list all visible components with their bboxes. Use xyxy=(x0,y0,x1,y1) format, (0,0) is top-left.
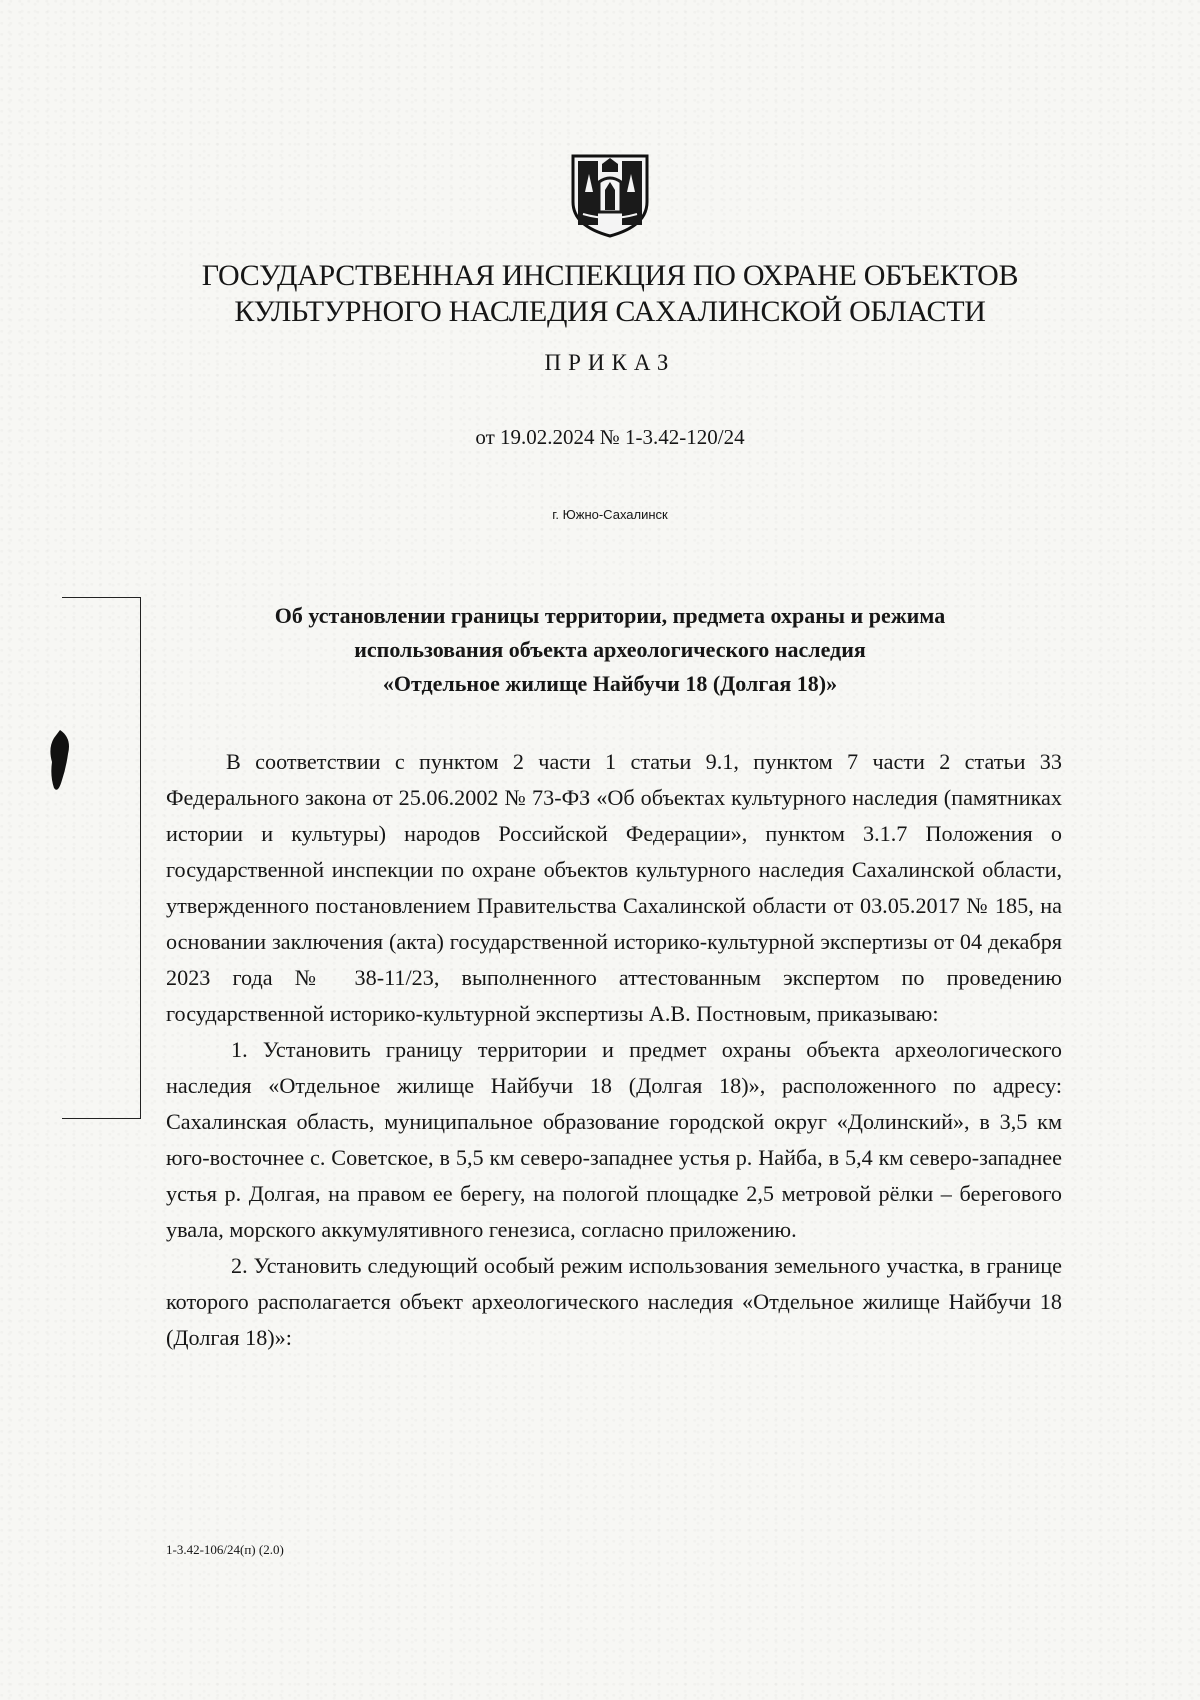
ink-blot-mark xyxy=(44,728,74,798)
document-subject xyxy=(170,599,1050,701)
footer-document-code: 1-3.42-106/24(п) (2.0) xyxy=(166,1542,284,1557)
sakhalin-coat-of-arms-icon xyxy=(569,152,651,238)
subject-line-3: «Отдельное жилище Найбучи 18 (Долгая 18)» xyxy=(382,671,838,696)
document-city: г. Южно-Сахалинск xyxy=(552,507,668,522)
organization-title-line-1: ГОСУДАРСТВЕННАЯ ИНСПЕКЦИЯ ПО ОХРАНЕ ОБЪЕКТОВ xyxy=(201,259,1019,292)
organization-title-line-2: КУЛЬТУРНОГО НАСЛЕДИЯ САХАЛИНСКОЙ ОБЛАСТИ xyxy=(234,295,986,328)
order-item-1: 1. Установить границу территории и предмет охраны объекта археологического наследия «Отдельное жилище Найбучи 18 (Долгая 18)», расположенного по адресу: Сахалинская область, муниципальное образование городской округ «Долинский», в 3,5 км юго-восточнее с. Советское, в 5,5 км северо-западнее устья р. Найба, в 5,4 км северо-западнее устья р. Долгая, на правом ее берегу, на пологой площадке 2,5 метровой рёлки – берегового увала, морского аккумулятивного генезиса, согласно приложению. xyxy=(166,1037,1062,1242)
subject-line-2: использования объекта археологического наследия xyxy=(354,637,866,662)
order-item-2: 2. Установить следующий особый режим использования земельного участка, в границе которого располагается объект археологического наследия «Отдельное жилище Найбучи 18 (Долгая 18)»: xyxy=(166,1253,1062,1350)
organization-title xyxy=(150,258,1070,330)
margin-stamp-frame xyxy=(62,597,141,1119)
document-body xyxy=(166,744,1062,1356)
subject-line-1: Об установлении границы территории, предмета охраны и режима xyxy=(274,603,946,628)
document-type: ПРИКАЗ xyxy=(544,350,676,375)
document-number-date: от 19.02.2024 № 1-3.42-120/24 xyxy=(475,425,745,449)
preamble-paragraph: В соответствии с пунктом 2 части 1 статьи 9.1, пунктом 7 части 2 статьи 33 Федерального закона от 25.06.2002 № 73-ФЗ «Об объектах культурного наследия (памятниках истории и культуры) народов Российской Федерации», пунктом 3.1.7 Положения о государственной инспекции по охране объектов культурного наследия Сахалинской области, утвержденного постановлением Правительства Сахалинской области от 03.05.2017 № 185, на основании заключения (акта) государственной историко-культурной экспертизы от 04 декабря 2023 года № 38-11/23, выполненного аттестованным экспертом по проведению государственной историко-культурной экспертизы А.В. Постновым, приказываю: xyxy=(166,749,1062,1026)
